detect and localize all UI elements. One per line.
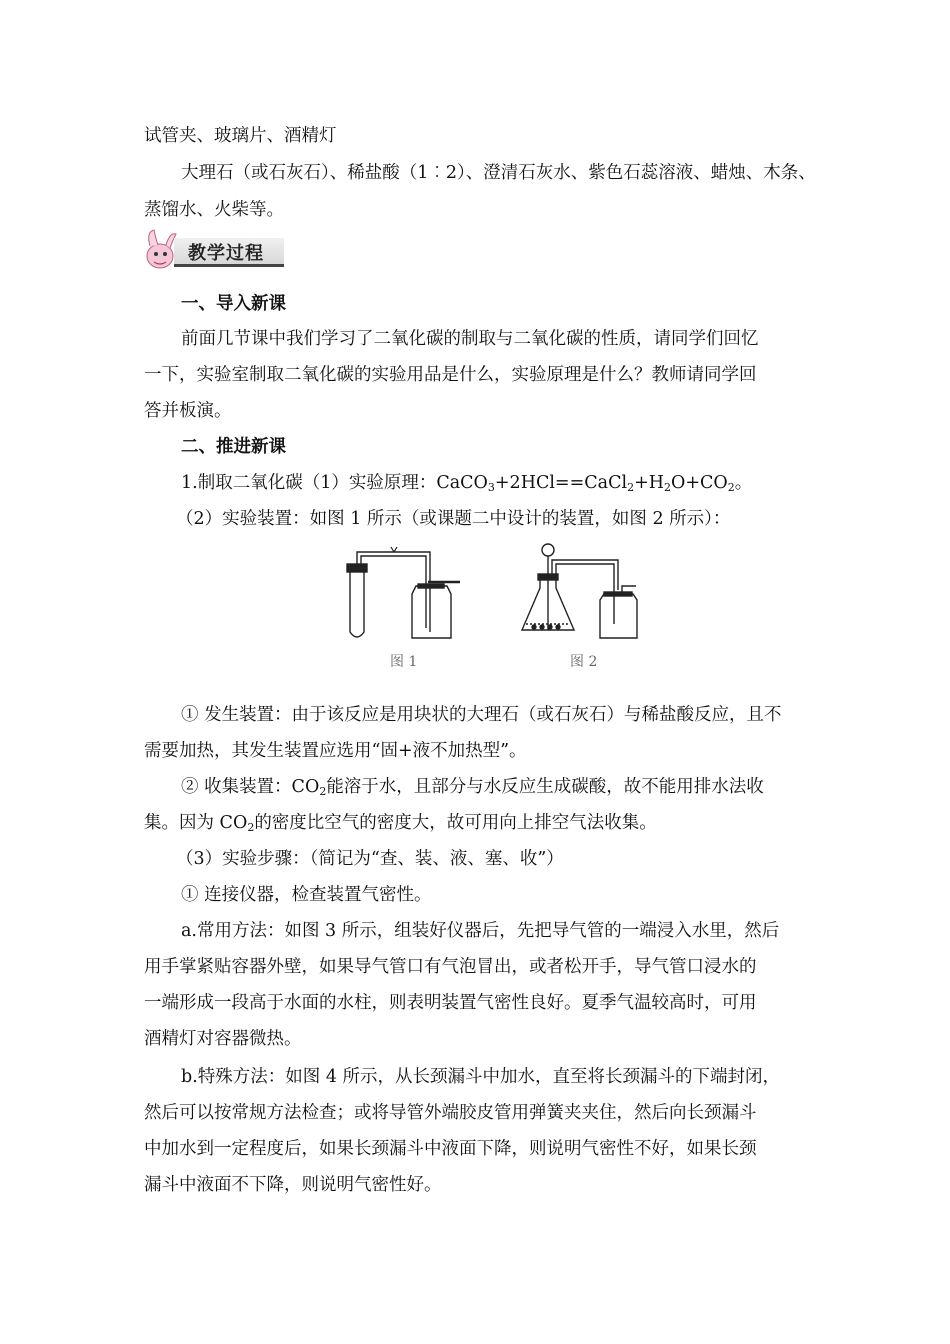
text-line: （3）实验步骤：（简记为“查、装、液、塞、收”） xyxy=(176,849,564,869)
text-line: （2）实验装置：如图 1 所示（或课题二中设计的装置，如图 2 所示）： xyxy=(176,509,731,529)
text-line: 酒精灯对容器微热。 xyxy=(144,1029,302,1049)
figure-2-apparatus xyxy=(522,544,637,638)
equation-line: 1.制取二氧化碳（1）实验原理：$CaCO_3+2HCl==CaCl_2+H_2O+CO_2$。 xyxy=(181,473,753,494)
section-heading: 二、推进新课 xyxy=(181,437,286,457)
text-line: 一下，实验室制取二氧化碳的实验用品是什么，实验原理是什么？教师请同学回 xyxy=(144,365,757,385)
text-line: ② 收集装置：$CO_2$能溶于水，且部分与水反应生成碳酸，故不能用排水法收 xyxy=(181,777,764,798)
figure-1-apparatus xyxy=(347,547,460,638)
figure-1-caption: 图 1 xyxy=(390,654,418,670)
section-heading: 一、导入新课 xyxy=(181,294,286,314)
text-line: 漏斗中液面不下降，则说明气密性好。 xyxy=(144,1175,442,1195)
text-line: 中加水到一定程度后，如果长颈漏斗中液面下降，则说明气密性不好，如果长颈 xyxy=(144,1139,757,1159)
apparatus-diagram xyxy=(330,538,670,648)
text-line: 用手掌紧贴容器外壁，如果导气管口有气泡冒出，或者松开手，导气管口浸水的 xyxy=(144,957,757,977)
figure-2-caption: 图 2 xyxy=(570,654,598,670)
text-line: 一端形成一段高于水面的水柱，则表明装置气密性良好。夏季气温较高时，可用 xyxy=(144,993,757,1013)
text-line: 集。因为 $CO_2$的密度比空气的密度大，故可用向上排空气法收集。 xyxy=(144,813,657,834)
text-line: a.常用方法：如图 3 所示，组装好仪器后，先把导气管的一端浸入水里，然后 xyxy=(181,921,780,941)
text-line: 需要加热，其发生装置应选用“固+液不加热型”。 xyxy=(144,741,527,761)
text-line: ① 连接仪器，检查装置气密性。 xyxy=(181,885,432,905)
text-line: 试管夹、玻璃片、酒精灯 xyxy=(144,126,337,146)
banner-title: 教学过程 xyxy=(188,243,264,264)
text-line: b.特殊方法：如图 4 所示，从长颈漏斗中加水，直至将长颈漏斗的下端封闭， xyxy=(181,1067,781,1087)
text-line: ① 发生装置：由于该反应是用块状的大理石（或石灰石）与稀盐酸反应，且不 xyxy=(181,705,782,725)
text-line: 前面几节课中我们学习了二氧化碳的制取与二氧化碳的性质，请同学们回忆 xyxy=(181,329,759,349)
section-banner xyxy=(140,226,290,272)
text-line: 蒸馏水、火柴等。 xyxy=(144,200,284,220)
apparatus-figures xyxy=(330,538,670,678)
text-line: 然后可以按常规方法检查；或将导管外端胶皮管用弹簧夹夹住，然后向长颈漏斗 xyxy=(144,1103,757,1123)
text-line: 大理石（或石灰石）、稀盐酸（1︰2）、澄清石灰水、紫色石蕊溶液、蜡烛、木条、 xyxy=(181,163,816,183)
text-line: 答并板演。 xyxy=(144,401,232,421)
